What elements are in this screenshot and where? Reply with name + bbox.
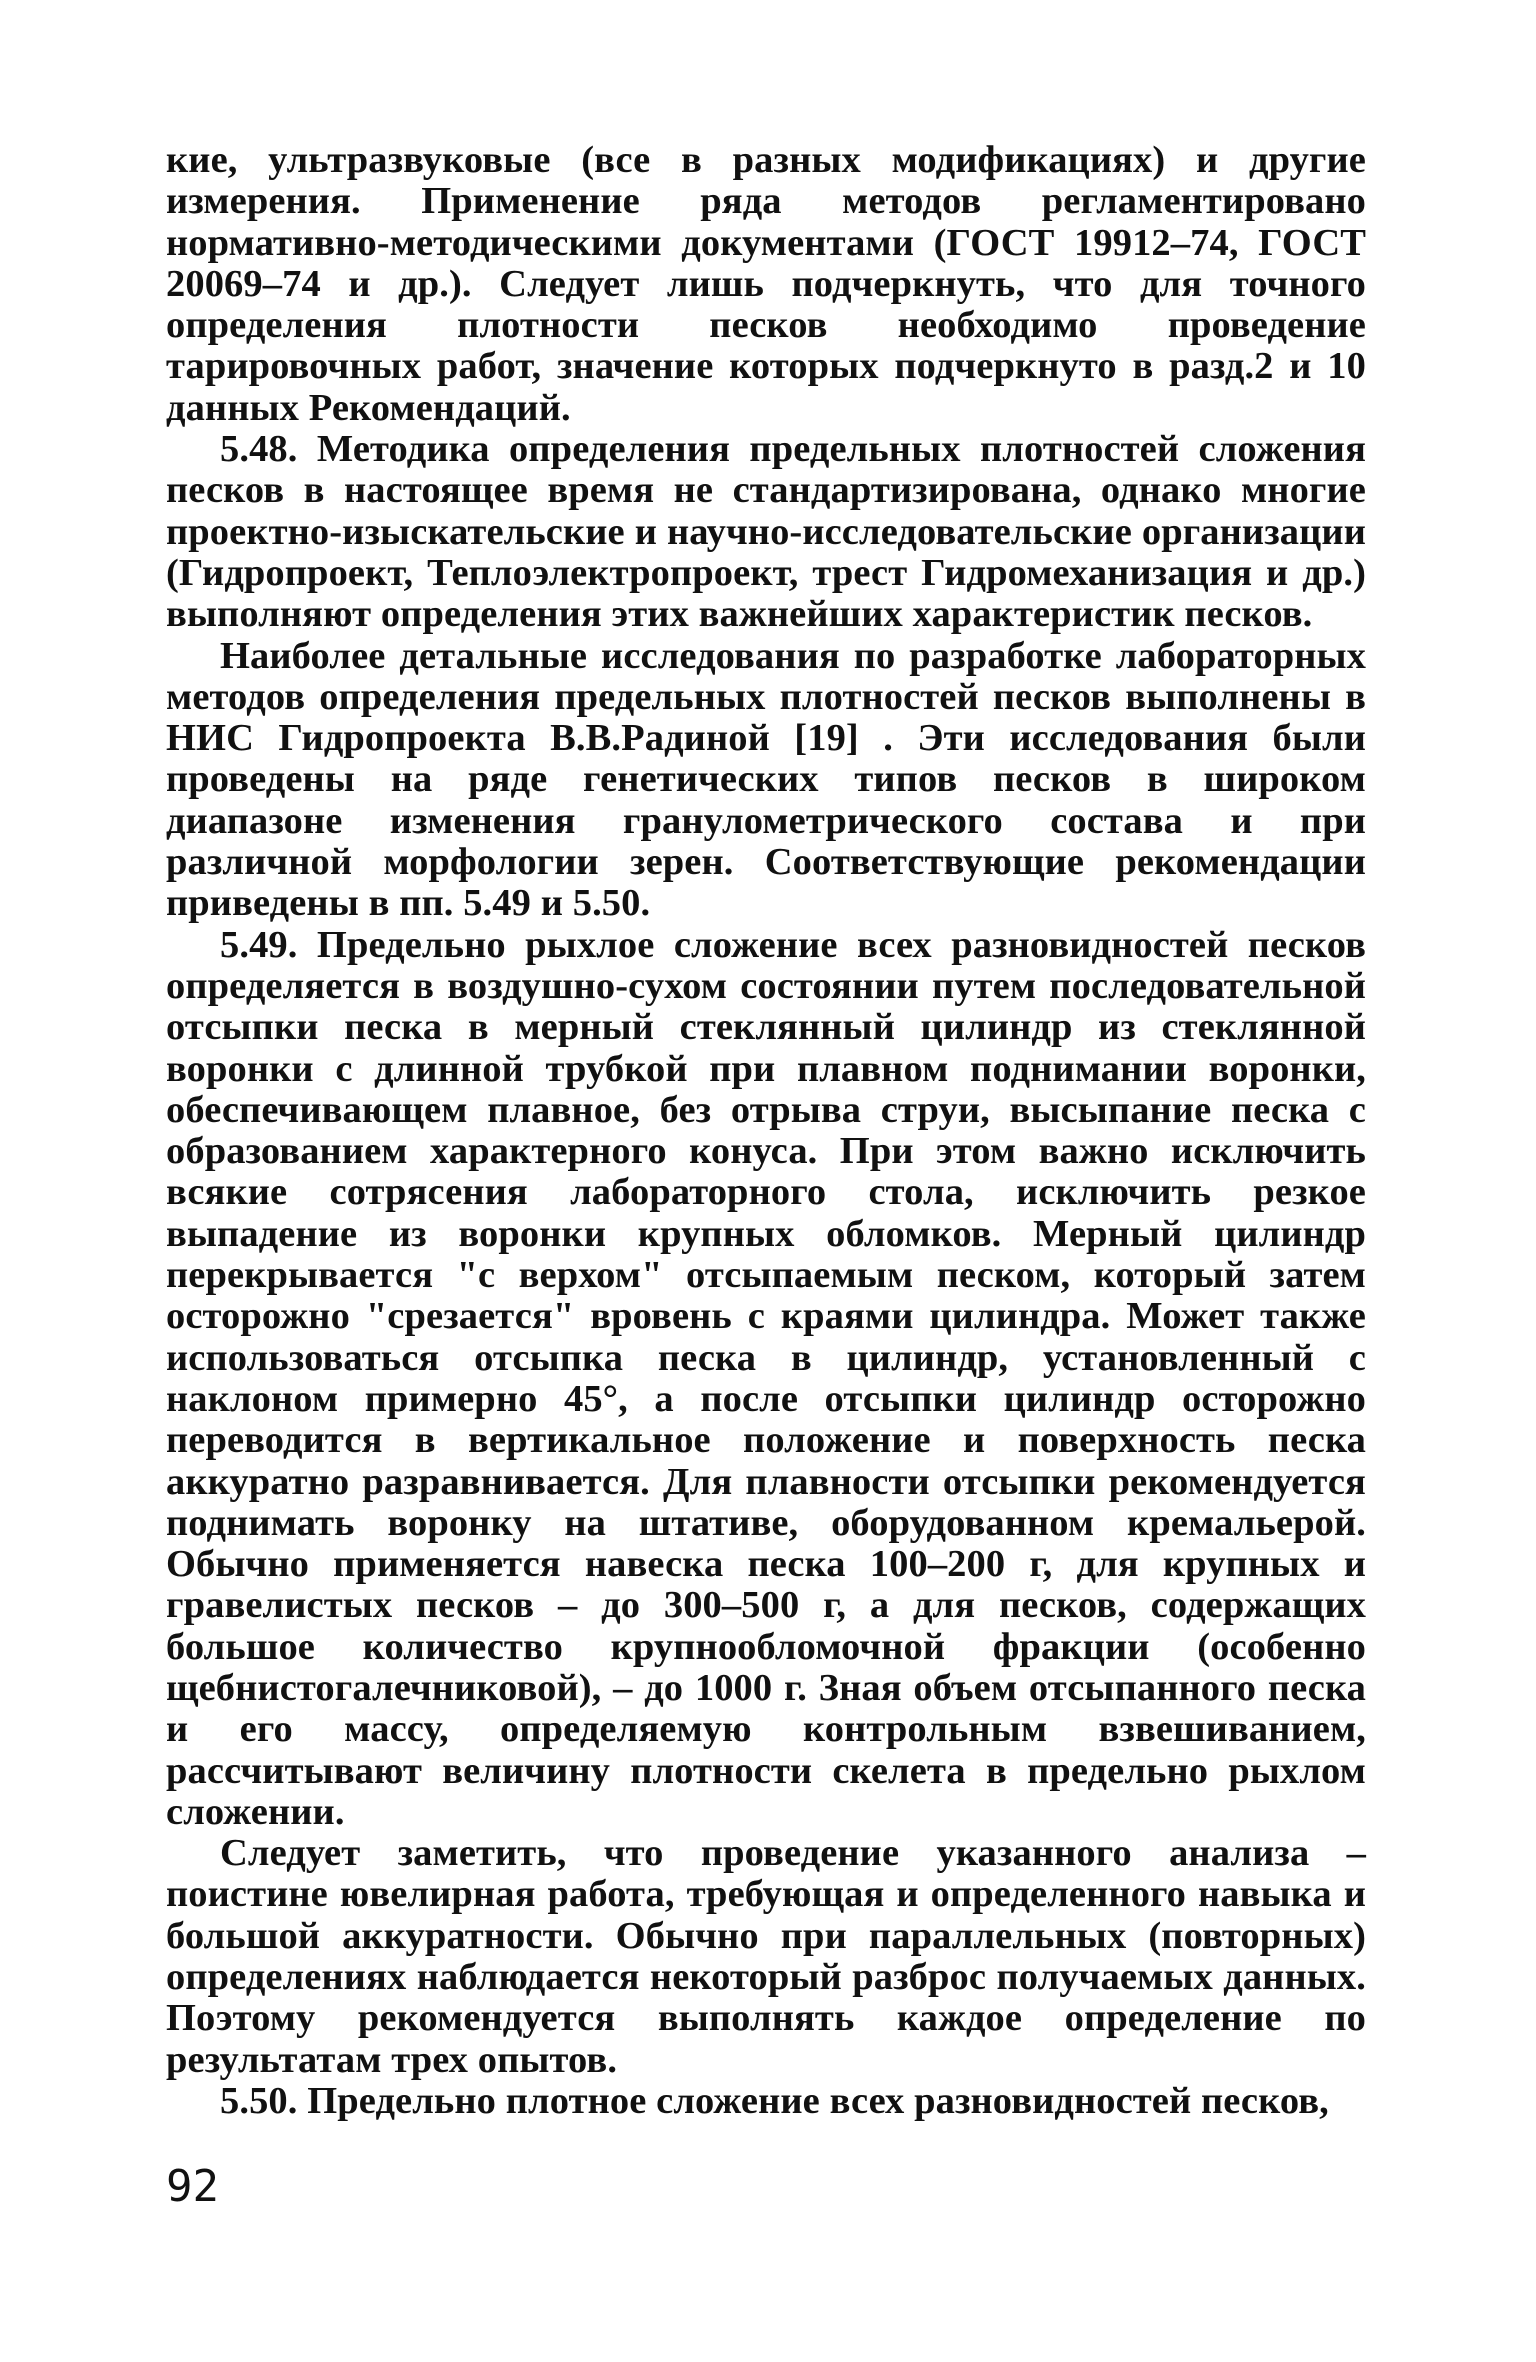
- page-number: 92: [166, 2161, 219, 2212]
- paragraph-5-50: 5.50. Предельно плотное сложение всех разновидностей песков,: [220, 2079, 1329, 2122]
- paragraph-5-48: 5.48. Методика определения предельных плотностей сложения песков в настоящее время не стандартизирована, однако многие проектно-изыскательские и научно-исследовательские организации (Гидропроект, Теплоэлектропроект, трест Гидромеханизация и др.) выполняют определения этих важнейших характеристик песков.: [166, 428, 1366, 636]
- paragraph-note: Следует заметить, что проведение указанного анализа – поистине ювелирная работа, требующая и определенного навыка и большой аккуратности. Обычно при параллельных (повторных) определениях наблюдается некоторый разброс получаемых данных. Поэтому рекомендуется выполнять каждое определение по результатам трех опытов.: [166, 1832, 1366, 2081]
- document-page: [166, 140, 1366, 2122]
- paragraph-continuation: кие, ультразвуковые (все в разных модификациях) и другие измерения. Применение ряда методов регламентировано нормативно-методическими документами (ГОСТ 19912–74, ГОСТ 20069–74 и др.). Следует лишь подчеркнуть, что для точного определения плотности песков необходимо проведение тарировочных работ, значение которых подчеркнуто в разд.2 и 10 данных Рекомендаций.: [166, 139, 1366, 429]
- paragraph-research: Наиболее детальные исследования по разработке лабораторных методов определения предельных плотностей песков выполнены в НИС Гидропроекта В.В.Радиной [19] . Эти исследования были проведены на ряде генетических типов песков в широком диапазоне изменения гранулометрического состава и при различной морфологии зерен. Соответствующие рекомендации приведены в пп. 5.49 и 5.50.: [166, 634, 1366, 925]
- paragraph-5-49: 5.49. Предельно рыхлое сложение всех разновидностей песков определяется в воздушно-сухом состоянии путем последовательной отсыпки песка в мерный стеклянный цилиндр из стеклянной воронки с длинной трубкой при плавном поднимании воронки, обеспечивающем плавное, без отрыва струи, высыпание песка с образованием характерного конуса. При этом важно исключить всякие сотрясения лабораторного стола, исключить резкое выпадение из воронки крупных обломков. Мерный цилиндр перекрывается "с верхом" отсыпаемым песком, который затем осторожно "срезается" вровень с краями цилиндра. Может также использоваться отсыпка песка в цилиндр, установленный с наклоном примерно 45°, а после отсыпки цилиндр осторожно переводится в вертикальное положение и поверхность песка аккуратно разравнивается. Для плавности отсыпки рекомендуется поднимать воронку на штативе, оборудованном кремальерой. Обычно применяется навеска песка 100–200 г, для крупных и гравелистых песков – до 300–500 г, а для песков, содержащих большое количество крупнообломочной фракции (особенно щебнистогалечниковой), – до 1000 г. Зная объем отсыпанного песка и его массу, определяемую контрольным взвешиванием, рассчитывают величину плотности скелета в предельно рыхлом сложении.: [166, 923, 1366, 1833]
